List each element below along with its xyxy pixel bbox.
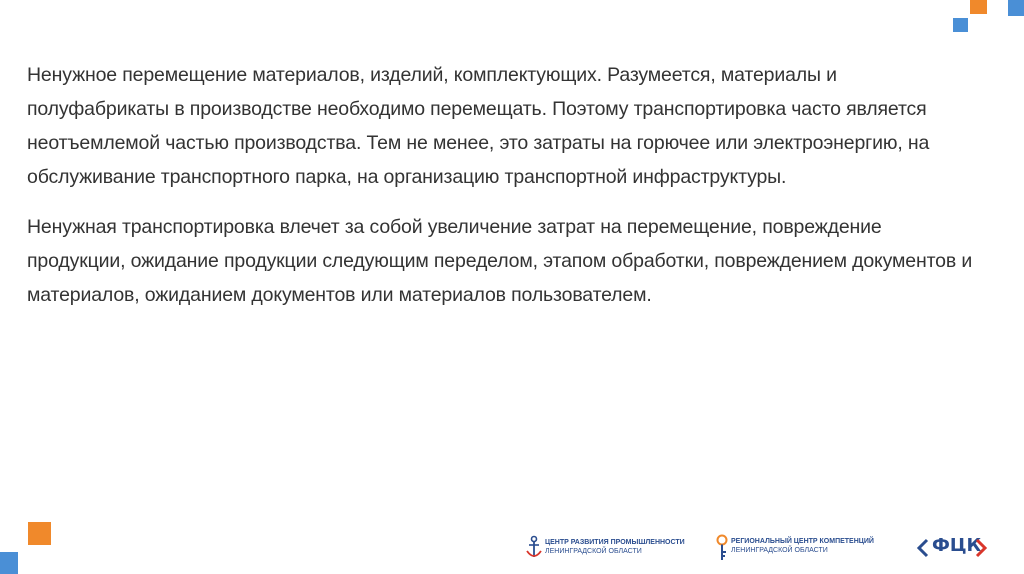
- logo-b-title: РЕГИОНАЛЬНЫЙ ЦЕНТР КОМПЕТЕНЦИЙ: [731, 538, 874, 545]
- decor-square-blue-top: [953, 18, 968, 32]
- footer-logos: [523, 532, 1003, 564]
- decor-square-orange-top: [970, 0, 987, 14]
- logo-industry-development-center: [523, 532, 703, 564]
- key-icon: [714, 534, 730, 562]
- logo-a-title: ЦЕНТР РАЗВИТИЯ ПРОМЫШЛЕННОСТИ: [545, 539, 685, 546]
- logo-a-subtitle: ЛЕНИНГРАДСКОЙ ОБЛАСТИ: [545, 548, 642, 555]
- paragraph-1: Ненужное перемещение материалов, изделий, комплектующих. Разумеется, материалы и полуфабрикаты в производстве необходимо перемещать. Поэтому транспортировка часто является неотъемлемой частью производства. Тем не менее, это затраты на горючее или электроэнергию, на обслуживание транспортного парка, на организацию транспортной инфраструктуры.: [27, 64, 930, 188]
- body-text: [27, 58, 977, 328]
- chevron-left-icon: [916, 538, 930, 558]
- chevron-right-icon: [974, 538, 988, 558]
- decor-square-orange-bottom: [28, 522, 51, 545]
- logo-regional-competence-center: [713, 532, 903, 564]
- decor-square-blue-top-edge: [1008, 0, 1024, 16]
- decor-square-blue-bottom: [0, 552, 18, 574]
- anchor-icon: [525, 535, 543, 561]
- logo-b-subtitle: ЛЕНИНГРАДСКОЙ ОБЛАСТИ: [731, 547, 828, 554]
- paragraph-2: Ненужная транспортировка влечет за собой увеличение затрат на перемещение, повреждение продукции, ожидание продукции следующим переделом, этапом обработки, повреждением документов и материалов, ожиданием документов или материалов пользователем.: [27, 216, 973, 306]
- logo-c-text: ФЦК: [932, 535, 982, 556]
- logo-fck: [916, 532, 988, 564]
